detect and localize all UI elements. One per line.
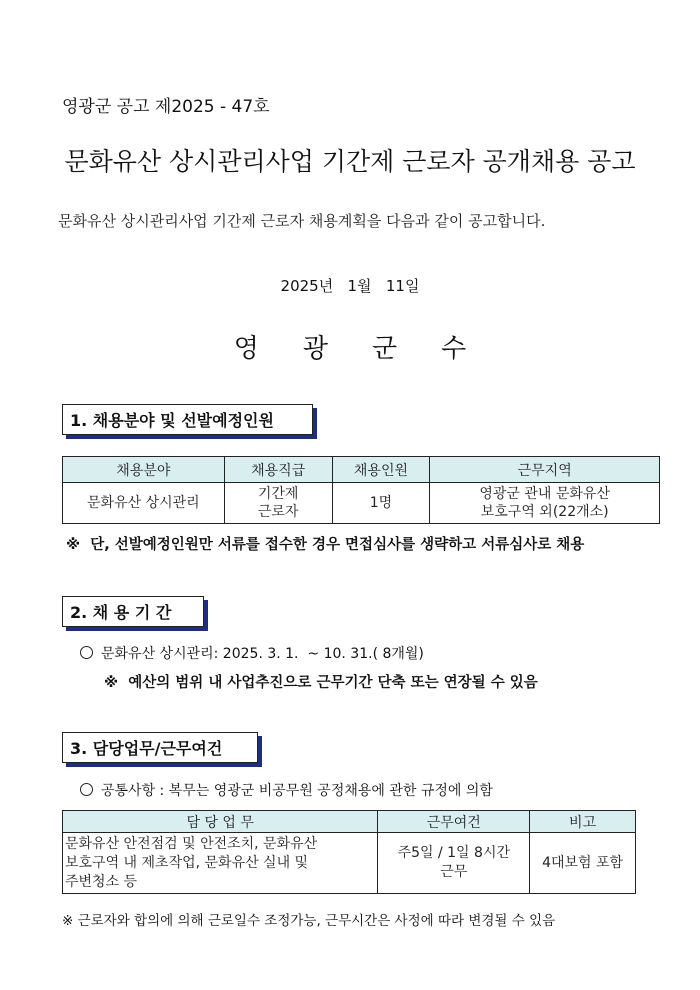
header-remark: 비고 [530,811,636,833]
cell-remark: 4대보험 포함 [530,833,636,894]
employment-period [80,643,424,663]
section-1-heading: 1. 채용분야 및 선발예정인원 [62,404,313,435]
notice-number: 영광군 공고 제2025 - 47호 [62,97,270,117]
duty-line-1: 문화유산 안전점검 및 안전조치, 문화유산 [65,835,318,852]
period-text: 문화유산 상시관리: 2025. 3. 1. ~ 10. 31.( 8개월) [101,646,424,662]
header-rank: 채용직급 [224,457,332,483]
duty-line-3: 주변청소 등 [65,873,138,890]
header-field: 채용분야 [63,457,225,483]
header-conditions: 근무여건 [378,811,530,833]
area-line-1: 영광군 관내 문화유산 [479,486,610,502]
header-duties: 담 당 업 무 [63,811,378,833]
notice-date: 2025년 1월 11일 [280,277,420,295]
working-hours-note: ※ 근로자와 합의에 의해 근로일수 조정가능, 근무시간은 사정에 따라 변경될 수 있음 [62,913,556,929]
common-text: 공통사항 : 복무는 영광군 비공무원 공정채용에 관한 규정에 의함 [101,783,493,799]
header-count: 채용인원 [332,457,430,483]
circle-bullet-icon [80,783,93,796]
rank-line-2: 근로자 [257,504,299,520]
circle-bullet-icon [80,646,93,659]
duty-line-2: 보호구역 내 제초작업, 문화유산 실내 및 [65,854,309,871]
header-area: 근무지역 [430,457,660,483]
period-note: ※ 예산의 범위 내 사업추진으로 근무기간 단축 또는 연장될 수 있음 [104,675,538,691]
cell-area [430,483,660,524]
area-line-2: 보호구역 외(22개소) [480,504,609,520]
common-terms [80,780,493,800]
cell-count: 1명 [332,483,430,524]
table-header-row [63,457,660,483]
table-header-row [63,811,636,833]
document-title: 문화유산 상시관리사업 기간제 근로자 공개채용 공고 [64,147,636,176]
cell-conditions [378,833,530,894]
cell-duties [63,833,378,894]
rank-line-1: 기간제 [257,486,299,502]
recruitment-table [62,456,660,524]
duties-table [62,810,636,894]
cell-rank [224,483,332,524]
issuer-name: 영광군수 [233,334,511,364]
section-3-heading: 3. 담당업무/근무여건 [62,732,258,763]
intro-text: 문화유산 상시관리사업 기간제 근로자 채용계획을 다음과 같이 공고합니다. [58,212,546,230]
cond-line-1: 주5일 / 1일 8시간 [397,845,510,861]
cell-field: 문화유산 상시관리 [63,483,225,524]
section-2-heading: 2. 채 용 기 간 [62,596,204,627]
cond-line-2: 근무 [440,864,468,880]
table-row [63,483,660,524]
table-row [63,833,636,894]
selection-note: ※ 단, 선발예정인원만 서류를 접수한 경우 면접심사를 생략하고 서류심사로 채용 [66,537,585,553]
